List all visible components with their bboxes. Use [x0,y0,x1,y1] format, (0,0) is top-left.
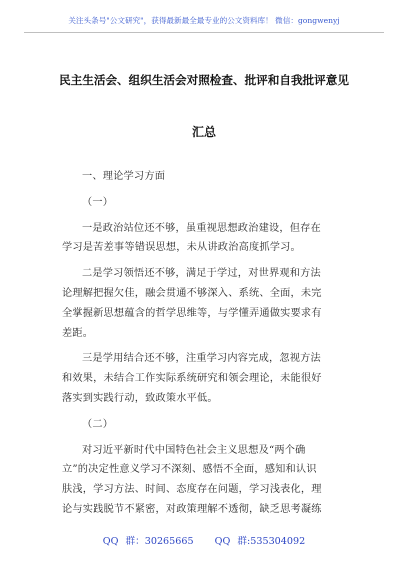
paragraph-line: 差距。 [62,327,94,339]
header-notice-text: 关注头条号"公文研究"，获得最新最全最专业的公文资料库！ 微信：gongwenyj [68,16,340,25]
paragraph-line: 立”的决定性意义学习不深刻、感悟不全面，感知和认识 [62,464,317,476]
footer-qq-group-2: QQ 群:535304092 [214,536,306,547]
section-heading: 一、理论学习方面 [82,171,166,182]
paragraph-line: 一是政治站位还不够，虽重视思想政治建设，但存在 [82,222,321,234]
paragraph-line: 和效果，未结合工作实际系统研究和领会理论，未能很好 [62,373,322,385]
paragraph-line: 全掌握新思想蕴含的哲学思维等，与学懂弄通做实要求有 [62,307,322,319]
footer-qq-group-1: QQ 群：30265665 [102,536,194,547]
paragraph-line: 落实到实践行动，致政策水平低。 [62,392,218,404]
page-header-notice [24,10,384,33]
paragraph-line: 学习是苦差事等错误思想，未从讲政治高度抓学习。 [62,242,301,254]
paragraph-line: 肤浅，学习方法、时间、态度存在问题，学习浅表化，理 [62,484,322,496]
paragraph-line: 论理解把握欠佳，融会贯通不够深入、系统、全面，未完 [62,287,322,299]
paragraph-line: 三是学用结合还不够，注重学习内容完成，忽视方法 [82,353,321,365]
document-body [62,167,352,520]
paragraph-line: 论与实践脱节不紧密，对政策理解不透彻，缺乏思考凝练 [62,503,322,515]
subsection-heading: （一） [82,196,114,208]
subsection-heading: （二） [82,418,114,430]
paragraph-line: 对习近平新时代中国特色社会主义思想及“两个确 [82,444,306,456]
document-title-line2: 汇总 [191,125,216,139]
page-footer [0,533,408,547]
paragraph-line: 二是学习领悟还不够，满足于学过，对世界观和方法 [82,268,321,280]
document-title: 民主生活会、组织生活会对照检查、批评和自我批评意见 [59,73,349,87]
